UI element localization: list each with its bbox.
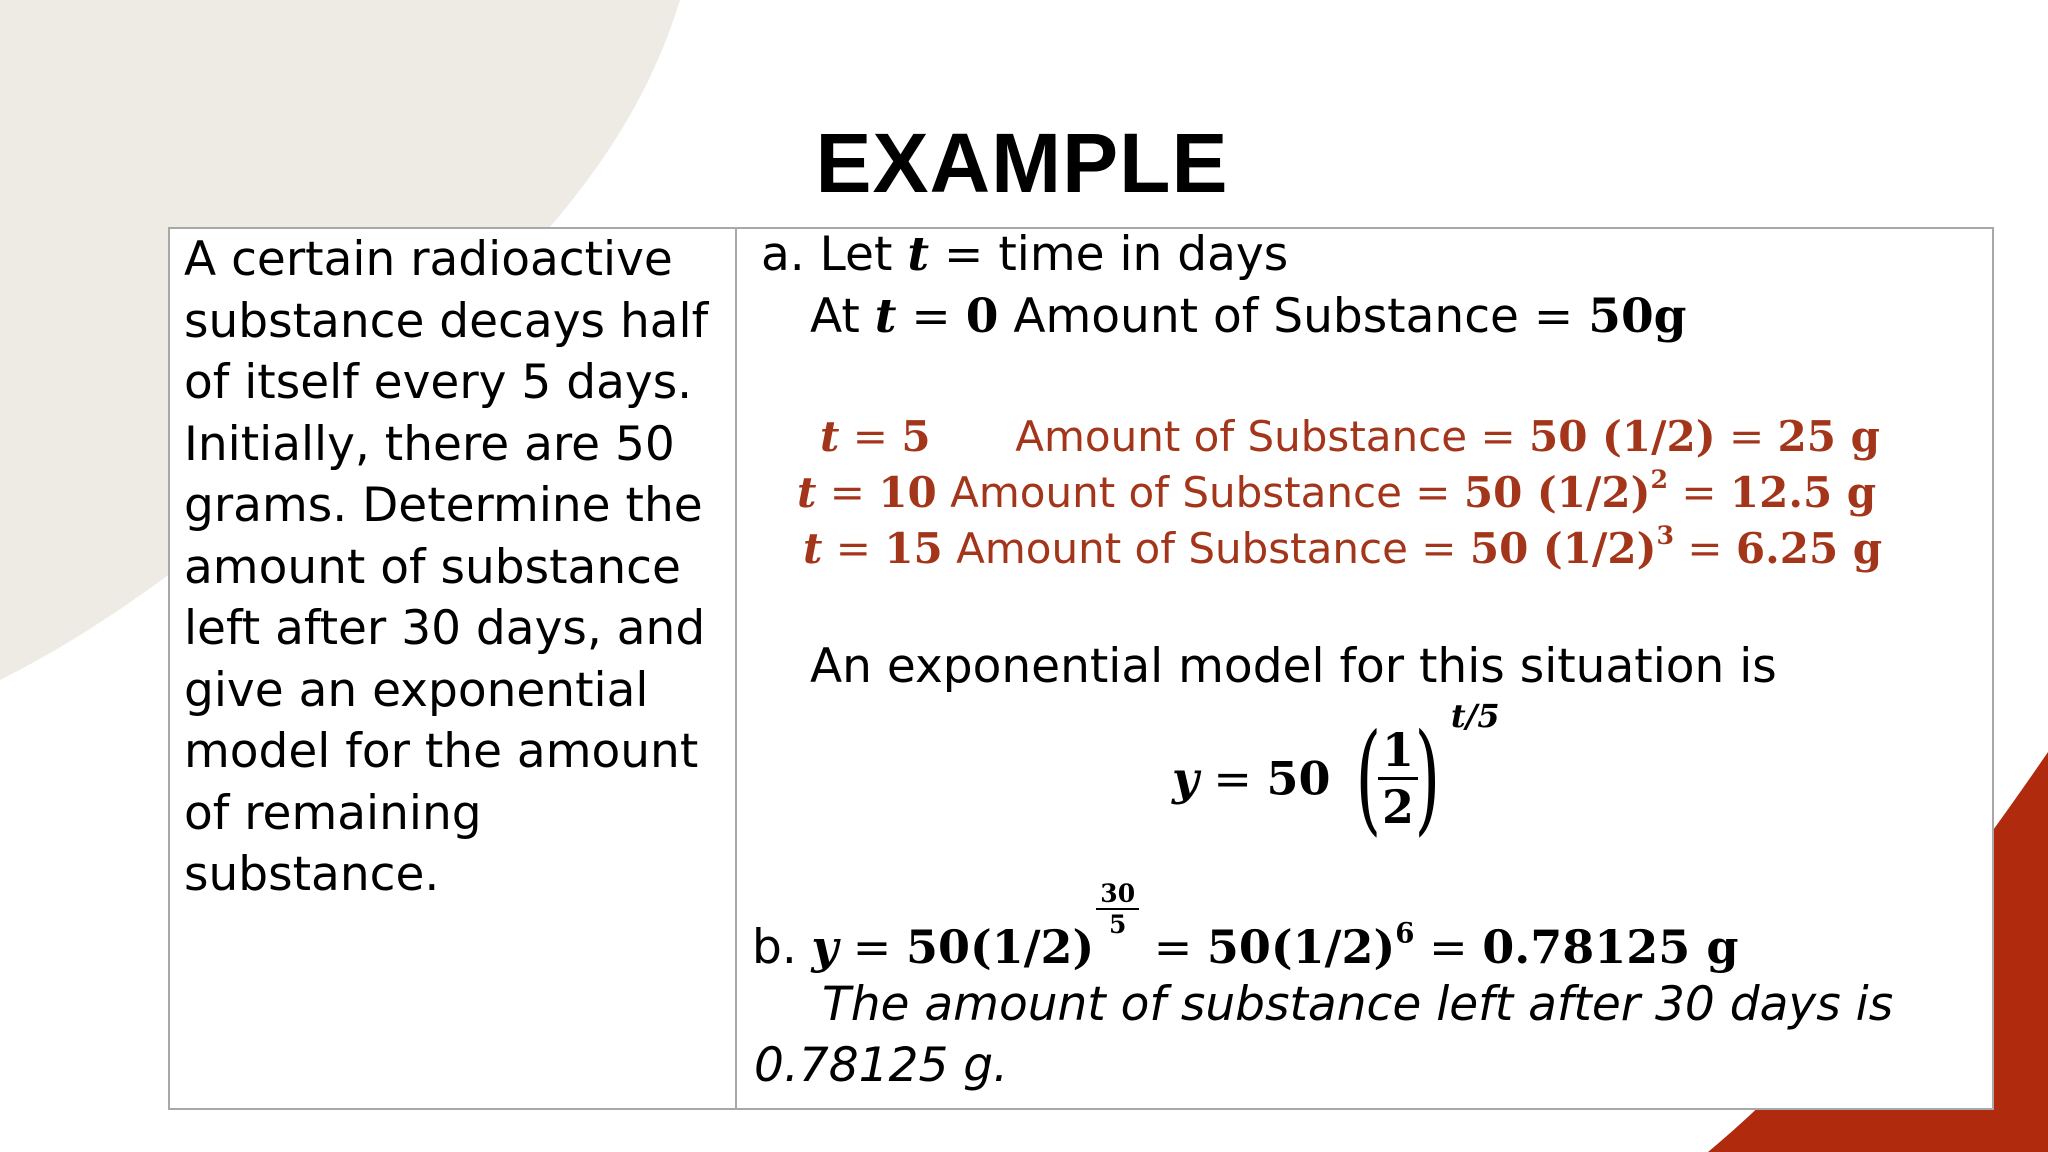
part-b-computation: b. y = 50(1/2) $\frac{30}{5}$ = $50(1/2)^6 = 0.78125$ g [752, 879, 1739, 975]
amount-row-t10: t = 10 Amount of Substance = 50 $(1/2)^2 = 12.5$ g [797, 464, 1877, 517]
amount-row-t15: t = 15 Amount of Substance = 50 $(1/2)^3 = 6.25$ g [803, 520, 1883, 573]
model-intro: An exponential model for this situation is [810, 639, 1777, 694]
part-a-definition: a. Let t = time in days [761, 227, 1289, 282]
conclusion-text: The amount of substance left after 30 days is 0.78125 g. [754, 977, 1894, 1093]
part-b-exponent-fraction: $\frac{30}{5}$ [1096, 879, 1139, 939]
part-a-initial: At t = 0 Amount of Substance = 50g [810, 289, 1687, 344]
solution-cell [737, 229, 1992, 1108]
problem-statement: A certain radioactive substance decays half of itself every 5 days. Initially, there are 50 grams. Determine the amount of substance left after 30 days, and give an exponential model for the amount of remaining substance. [184, 232, 709, 902]
model-fraction: $\frac{1}{2}$ [1378, 723, 1418, 834]
example-table [168, 227, 1994, 1110]
slide-title: EXAMPLE [815, 116, 1229, 210]
exponential-model: y = 50 ( $\frac{1}{2}$ ) $^{t/5}$ [1172, 697, 1500, 848]
amount-row-t5: t = 5 Amount of Substance = 50 (1/2) = 25 g [820, 412, 1880, 461]
